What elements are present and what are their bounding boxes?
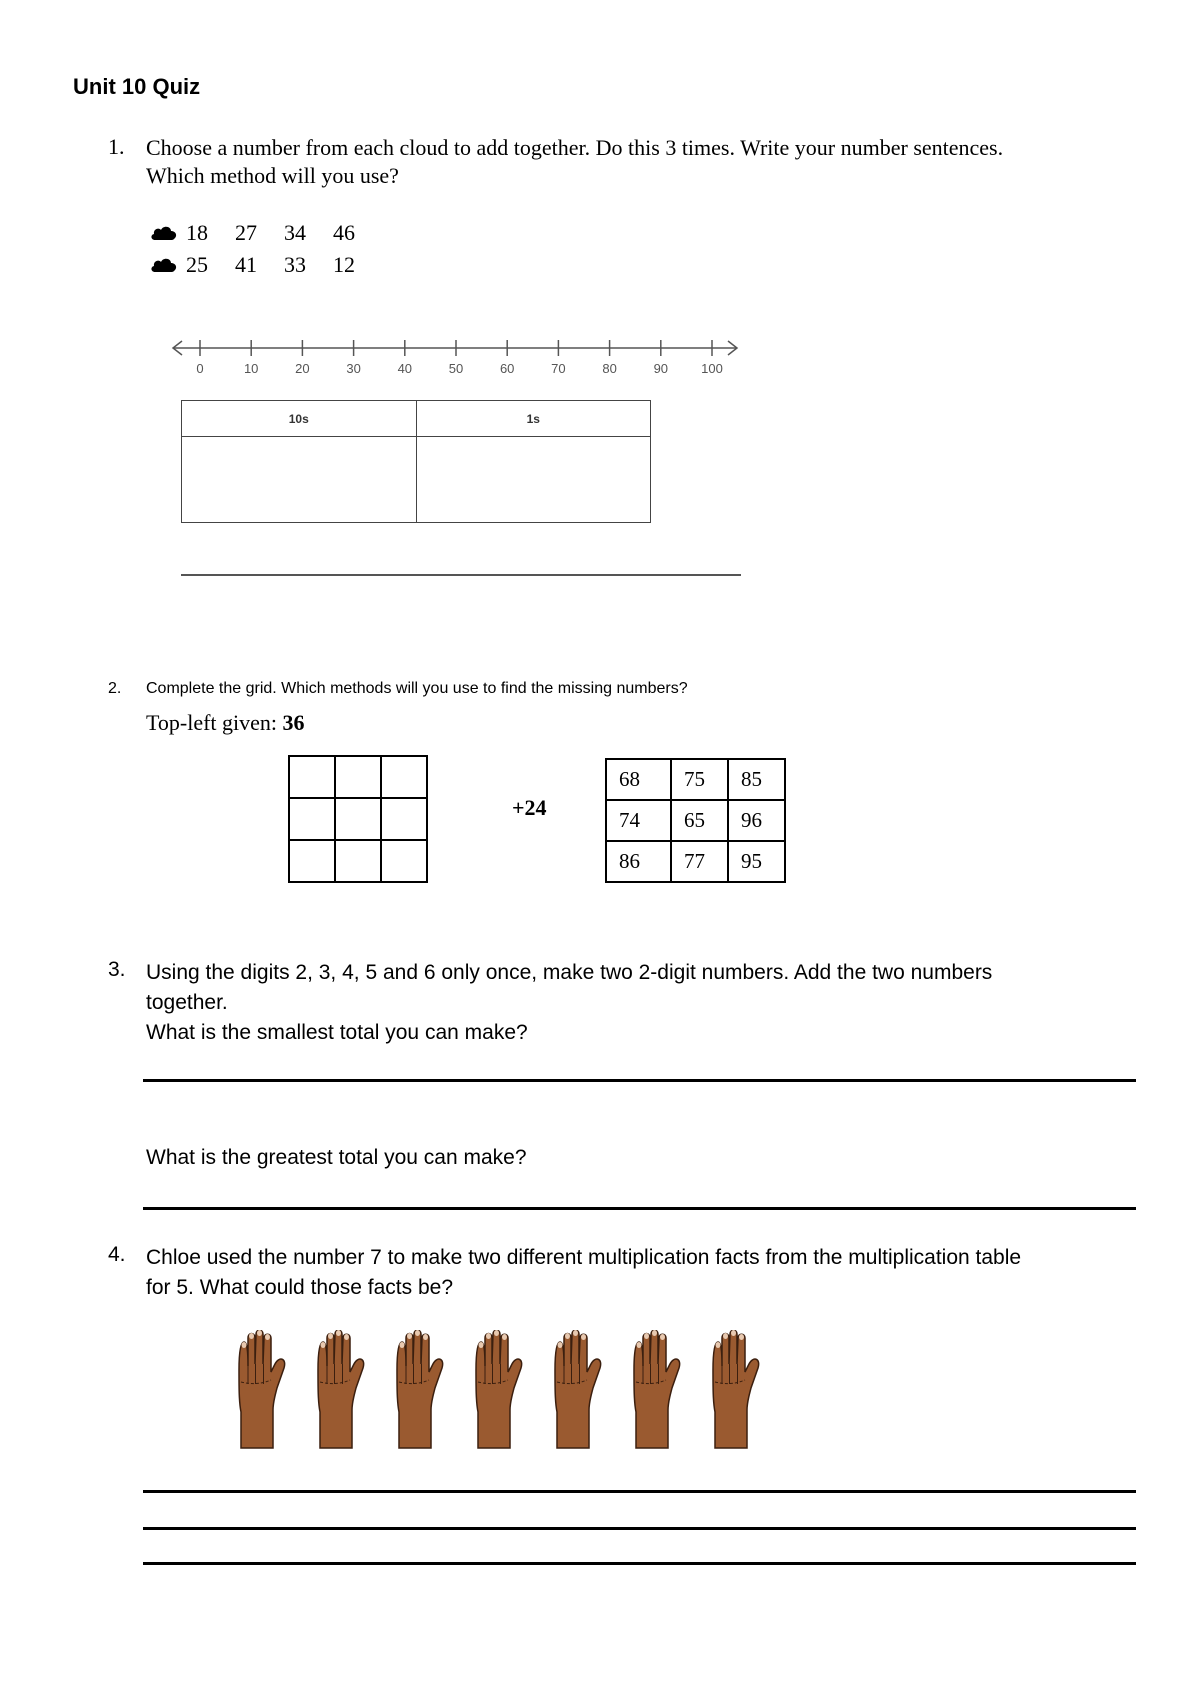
q3-text-line2: together. <box>146 991 228 1014</box>
number-line-label: 10 <box>243 361 259 376</box>
cloud-icon <box>150 224 178 242</box>
number-line-label: 70 <box>551 361 566 376</box>
q2-number: 2. <box>108 680 122 697</box>
hand-icon <box>389 1330 447 1455</box>
number-line-label: 60 <box>499 361 515 376</box>
cloud-number: 12 <box>333 252 355 277</box>
grid-cell[interactable] <box>335 798 381 840</box>
cloud-number: 34 <box>284 220 306 245</box>
number-line-label: 100 <box>701 361 723 376</box>
place-value-header-ones: 1s <box>416 401 651 437</box>
cloud-icon <box>150 256 178 274</box>
grid-value: 75 <box>671 759 728 800</box>
cloud-number: 25 <box>186 252 208 277</box>
q4-answer-line-3[interactable] <box>143 1562 1136 1565</box>
number-line-label: 50 <box>448 361 464 376</box>
number-line <box>170 330 750 376</box>
q4-text-line1: Chloe used the number 7 to make two different multiplication facts from the multiplication table <box>146 1246 1022 1269</box>
q3-text-line4: What is the greatest total you can make? <box>146 1146 527 1169</box>
q4-answer-line-1[interactable] <box>143 1490 1136 1493</box>
grid-value: 65 <box>671 800 728 841</box>
grid-cell[interactable] <box>289 756 335 798</box>
hand-icon <box>547 1330 605 1455</box>
grid-value: 95 <box>728 841 785 882</box>
operator-label: +24 <box>512 795 547 820</box>
grid-value: 96 <box>728 800 785 841</box>
cloud-row-2 <box>150 252 382 278</box>
cloud-number: 46 <box>333 220 355 245</box>
grid-cell[interactable] <box>381 798 427 840</box>
grid-cell[interactable] <box>381 840 427 882</box>
quiz-title: Unit 10 Quiz <box>73 74 201 99</box>
q3-text-line3: What is the smallest total you can make? <box>146 1021 528 1044</box>
grid-cell[interactable] <box>335 840 381 882</box>
q3-text-line1: Using the digits 2, 3, 4, 5 and 6 only once, make two 2-digit numbers. Add the two numbers <box>146 961 993 984</box>
q3-greatest-answer-line[interactable] <box>143 1207 1136 1210</box>
cloud-number: 41 <box>235 252 257 277</box>
place-value-cell-tens[interactable] <box>182 437 417 523</box>
grid-value: 77 <box>671 841 728 882</box>
grid-value: 85 <box>728 759 785 800</box>
hand-icon <box>705 1330 763 1455</box>
q1-answer-line[interactable] <box>181 574 741 576</box>
hand-icon <box>310 1330 368 1455</box>
grid-cell[interactable] <box>335 756 381 798</box>
hands-row <box>231 1330 763 1455</box>
q1-text-line2: Which method will you use? <box>146 163 399 188</box>
number-line-label: 90 <box>653 361 669 376</box>
grid-cell[interactable] <box>289 798 335 840</box>
q1-text <box>146 134 1146 190</box>
grid-cell[interactable] <box>289 840 335 882</box>
q3-text <box>146 958 1166 1048</box>
cloud-number: 18 <box>186 220 208 245</box>
grid-value: 86 <box>606 841 671 882</box>
grid-cell[interactable] <box>381 756 427 798</box>
number-grid <box>605 758 786 883</box>
number-line-label: 30 <box>346 361 361 376</box>
cloud-number: 27 <box>235 220 257 245</box>
q3-number: 3. <box>108 958 126 981</box>
q2-text: Complete the grid. Which methods will you use to find the missing numbers? <box>146 680 688 697</box>
q4-number: 4. <box>108 1243 126 1266</box>
place-value-cell-ones[interactable] <box>416 437 651 523</box>
q3-smallest-answer-line[interactable] <box>143 1079 1136 1082</box>
place-value-header-tens: 10s <box>182 401 417 437</box>
q2-given <box>146 710 305 736</box>
q4-text <box>146 1243 1176 1303</box>
q2-given-value: 36 <box>282 710 305 735</box>
number-line-label: 20 <box>295 361 310 376</box>
q1-text-line1: Choose a number from each cloud to add together. Do this 3 times. Write your number sentences. <box>146 135 1004 160</box>
empty-grid <box>288 755 428 883</box>
q2-given-label: Top-left given: <box>146 710 283 735</box>
grid-value: 68 <box>606 759 671 800</box>
number-line-label: 40 <box>397 361 413 376</box>
number-line-label: 0 <box>196 361 204 376</box>
q4-text-line2: for 5. What could those facts be? <box>146 1276 454 1299</box>
cloud-row-1 <box>150 220 382 246</box>
hand-icon <box>231 1330 289 1455</box>
number-line-label: 80 <box>602 361 617 376</box>
q4-answer-line-2[interactable] <box>143 1527 1136 1530</box>
cloud-number: 33 <box>284 252 306 277</box>
place-value-table <box>181 400 651 523</box>
q1-number: 1. <box>108 134 125 159</box>
hand-icon <box>468 1330 526 1455</box>
grid-value: 74 <box>606 800 671 841</box>
hand-icon <box>626 1330 684 1455</box>
